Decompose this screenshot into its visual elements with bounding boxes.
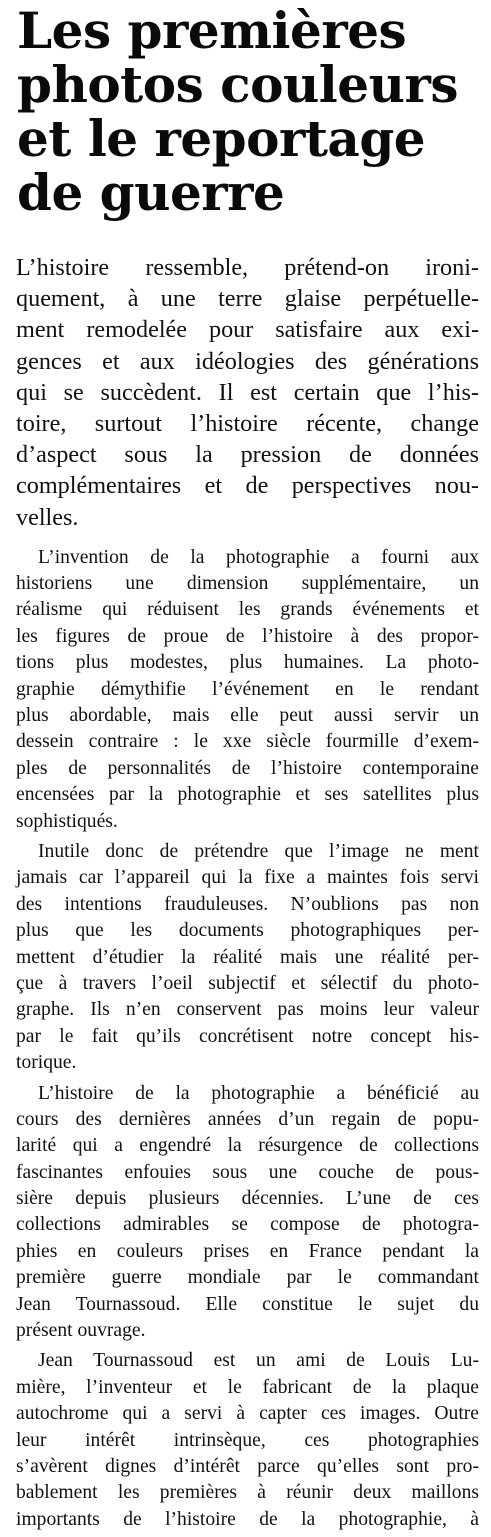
text-line: d’aspect sous la pression de données [16, 441, 479, 469]
text-line: autochrome qui a servi à capter ces images. Outre [16, 1403, 479, 1425]
text-line: les figures de proue de l’histoire à des propor- [16, 625, 479, 647]
text-line: graphe. Ils n’en conservent pas moins leur valeur [16, 999, 479, 1021]
text-line: importants de l’histoire de la photographie, à [16, 1508, 479, 1530]
text-line: présent ouvrage. [16, 1320, 146, 1342]
text-line: cours des dernières années d’un regain de popu- [16, 1108, 479, 1130]
text-line: des intentions frauduleuses. N’oublions pas non [16, 893, 479, 915]
title-line: Les premières [17, 1, 407, 60]
text-line: graphie démythifie l’événement en le rendant [16, 678, 479, 700]
text-line: collections admirables se compose de photogra- [16, 1214, 479, 1236]
text-line: ment remodelée pour satisfaire aux exi- [16, 316, 479, 344]
lead-paragraph [16, 252, 479, 533]
body-paragraph [16, 839, 479, 1077]
article-body [16, 252, 479, 1537]
text-line: dessein contraire : le xxe siècle fourmille d’exem- [16, 731, 479, 753]
page-title [17, 1, 487, 222]
text-line: torique. [16, 1052, 77, 1074]
text-line: sière depuis plusieurs décennies. L’une de ces [16, 1188, 479, 1210]
body-paragraph [16, 1348, 479, 1533]
text-line: L’histoire ressemble, prétend-on ironi- [16, 254, 479, 281]
text-line: velles. [16, 503, 79, 531]
text-line: fascinantes enfouies sous une couche de pous- [16, 1161, 479, 1183]
text-line: première guerre mondiale par le commandant [16, 1267, 479, 1289]
text-line: L’histoire de la photographie a bénéficié au [38, 1082, 479, 1104]
text-line: ples de personnalités de l’histoire contemporaine [16, 757, 479, 779]
text-line: leur intérêt intrinsèque, ces photographies [16, 1429, 479, 1451]
text-line: L’invention de la photographie a fourni aux [38, 546, 479, 568]
text-line: complémentaires et de perspectives nou- [16, 472, 479, 500]
text-line: quement, à une terre glaise perpétuelle- [16, 285, 479, 313]
body-paragraph [16, 545, 479, 835]
text-line: mière, l’inventeur et le fabricant de la plaque [16, 1376, 479, 1398]
text-line: Jean Tournassoud. Elle constitue le sujet du [16, 1293, 479, 1315]
text-line: larité qui a engendré la résurgence de collections [16, 1135, 479, 1157]
text-line: mettent d’étudier la réalité mais une réalité per- [16, 946, 479, 968]
text-line: par le fait qu’ils concrétisent notre concept his- [16, 1025, 479, 1047]
title-line: de guerre [17, 163, 285, 222]
text-line: réalisme qui réduisent les grands événements et [16, 599, 479, 621]
text-line: historiens une dimension supplémentaire, un [16, 573, 479, 595]
title-line: photos couleurs [17, 55, 458, 114]
body-paragraph [16, 1081, 479, 1345]
text-line: bablement les premières à réunir deux maillons [16, 1482, 479, 1504]
text-line: tions plus modestes, plus humaines. La photo- [16, 652, 479, 674]
text-line: plus abordable, mais elle peut aussi servir un [16, 705, 479, 727]
text-line: phies en couleurs prises en France pendant la [16, 1240, 479, 1262]
text-line: sophistiqués. [16, 810, 118, 832]
title-line: et le reportage [17, 109, 426, 168]
text-line: gences et aux idéologies des générations [16, 347, 479, 375]
text-line: plus que les documents photographiques per- [16, 920, 479, 942]
text-line: qui se succèdent. Il est certain que l’his- [16, 378, 479, 406]
text-line: çue à travers l’oeil subjectif et sélectif du photo- [16, 972, 479, 994]
text-line: encensées par la photographie et ses satellites plus [16, 784, 479, 806]
text-line: toire, surtout l’histoire récente, change [16, 409, 479, 437]
text-line: s’avèrent dignes d’intérêt parce qu’elles sont pro- [16, 1455, 479, 1477]
text-line: jamais car l’appareil qui la fixe a maintes fois servi [16, 867, 479, 889]
text-line: Inutile donc de prétendre que l’image ne ment [38, 840, 479, 862]
text-line: Jean Tournassoud est un ami de Louis Lu- [38, 1350, 479, 1372]
